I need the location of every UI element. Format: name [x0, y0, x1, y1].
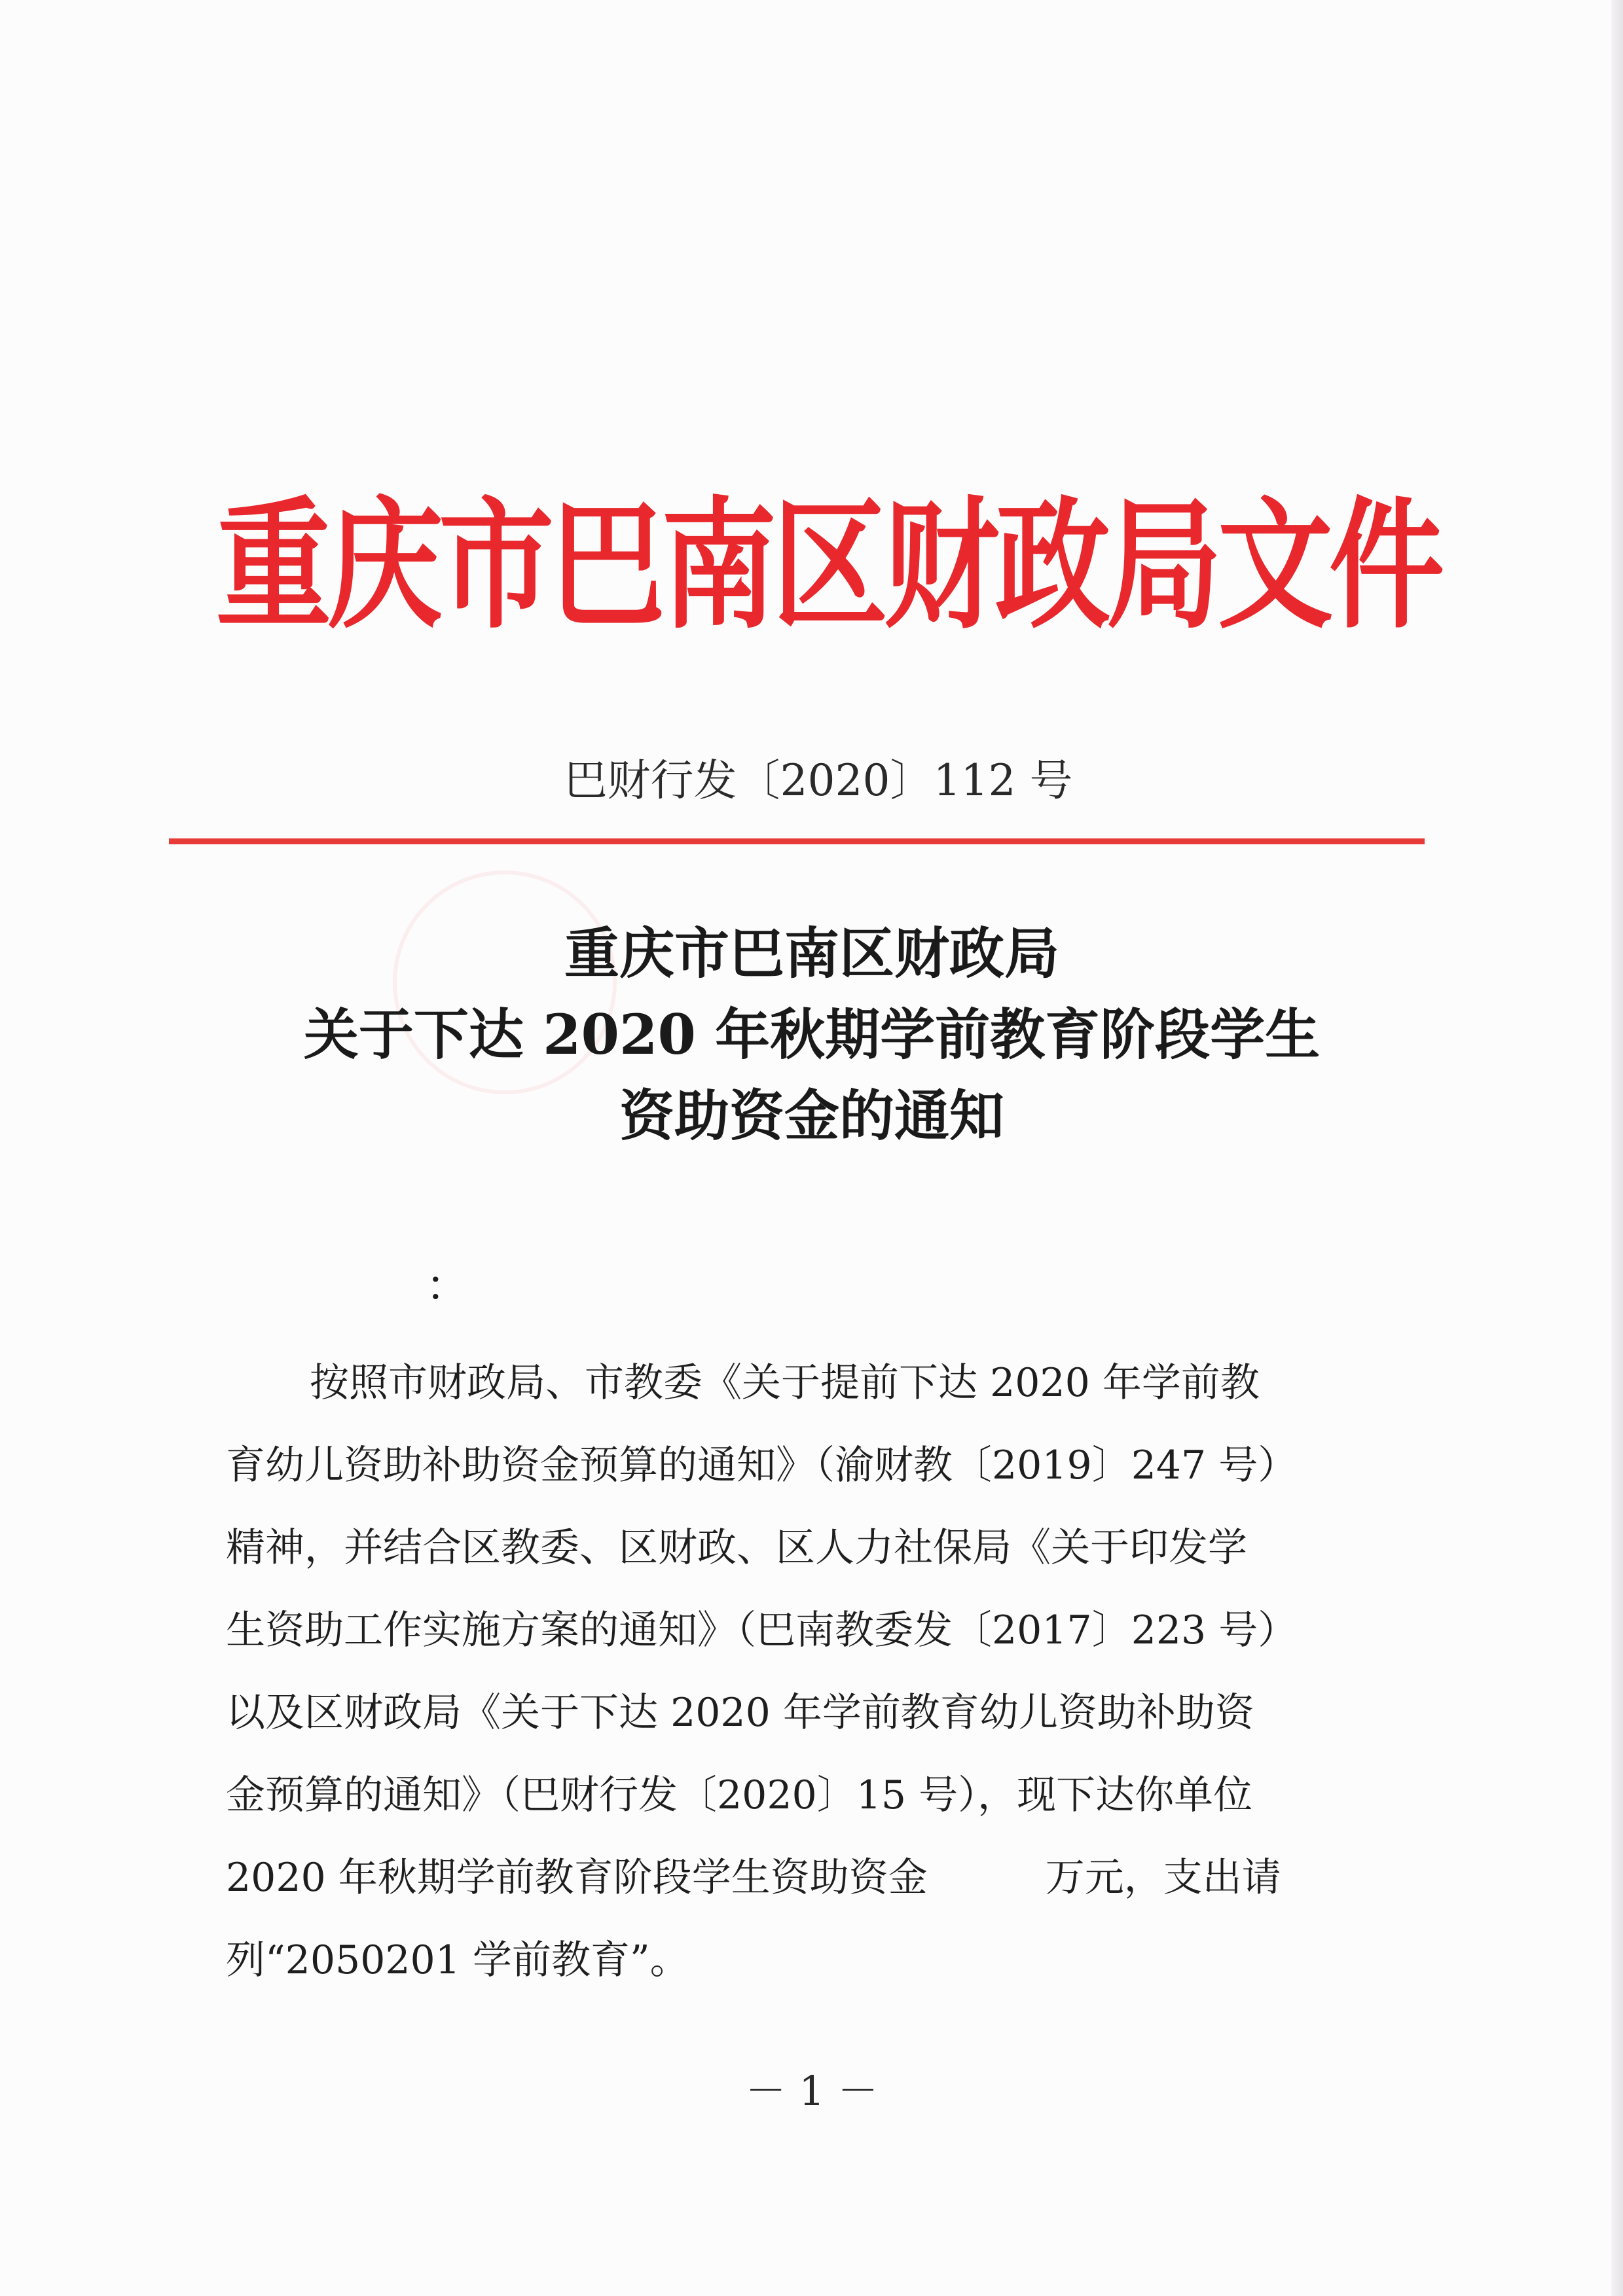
body-line: 精神，并结合区教委、区财政、区人力社保局《关于印发学 — [226, 1525, 1247, 1571]
notice-title-line: 资助资金的通知 — [619, 1083, 1004, 1148]
body-line: 列“2050201 学前教育”。 — [226, 1937, 689, 1983]
notice-title — [196, 913, 1427, 1157]
document-number: 巴财行发〔2020〕112 号 — [564, 755, 1073, 806]
notice-title-line: 重庆市巴南区财政局 — [564, 921, 1059, 986]
page-number: － 1 － — [745, 2067, 879, 2115]
red-separator-line — [169, 838, 1425, 844]
body-line: 生资助工作实施方案的通知》（巴南教委发〔2017〕223 号） — [226, 1607, 1298, 1653]
red-header-title: 重庆市巴南区财政局文件 — [216, 482, 1441, 648]
body-line: 育幼儿资助补助资金预算的通知》（渝财教〔2019〕247 号） — [226, 1443, 1298, 1488]
body-line: 金预算的通知》（巴财行发〔2020〕15 号），现下达你单位 — [226, 1772, 1253, 1818]
body-line: 2020 年秋期学前教育阶段学生资助资金 万元，支出请 — [226, 1855, 1281, 1901]
body-paragraph — [226, 1342, 1365, 2001]
body-line: 按照市财政局、市教委《关于提前下达 2020 年学前教 — [310, 1360, 1260, 1406]
recipient-line: ： — [426, 1261, 469, 1311]
body-line: 以及区财政局《关于下达 2020 年学前教育幼儿资助补助资 — [226, 1690, 1254, 1736]
scan-edge-shadow — [1611, 0, 1623, 2296]
notice-title-line: 关于下达 2020 年秋期学前教育阶段学生 — [303, 1002, 1321, 1067]
